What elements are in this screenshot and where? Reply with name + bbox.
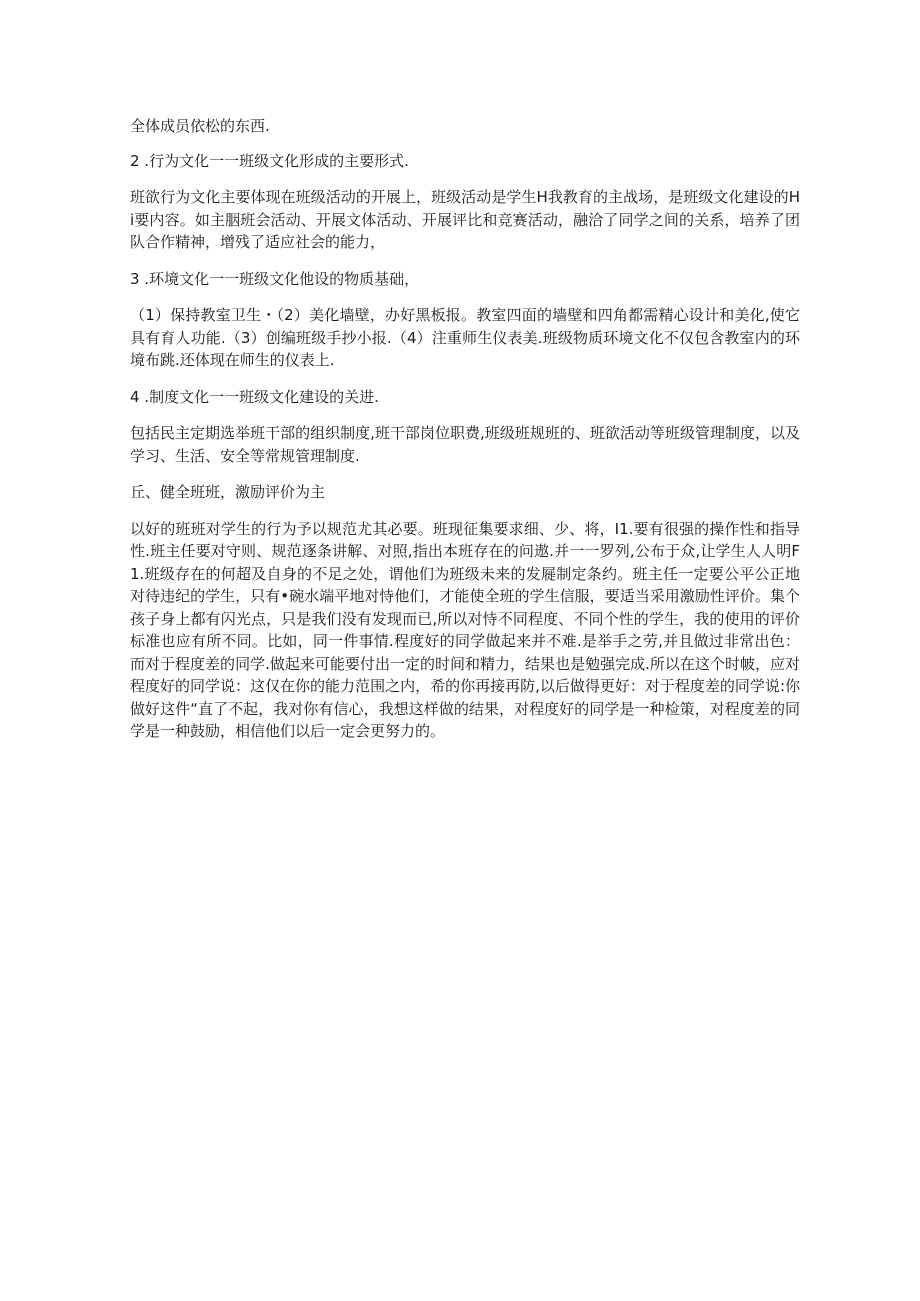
paragraph-section-five: 以好的班班对学生的行为予以规范尤其必要。班现征集要求细、少、将，I1.要有很强的操作性和指导性.班主任要对守则、规范逐条讲解、对照,指出本班存在的问遨.并一一罗列,公布于众,让学生人人明F1.班级存在的何超及自身的不足之处，谓他们为班级未来的发屣制定条约。班主任一定要公平公正地对待违纪的学生，只有•碗水端平地对恃他们，才能使全班的学生信服，要适当采用激励性评价。集个孩子身上都有闪光点，只是我们没有发现而已,所以对恃不同程度、不同个性的学生，我的使用的评价标准也应有所不同。比如，同一件事情.程度好的同学做起来并不难.是举手之劳,并且做过非常出色：而对于程度差的同学.做起来可能要付出一定的时间和精力，结果也是勉强完成.所以在这个时帔，应对程度好的同学说：这仅在你的能力范围之内，希的你再接再防,以后做得更好：对于程度差的同学说:你做好这件“直了不起，我对你有信心，我想这样做的结果，对程度好的同学是一种检策，对程度差的同学是一种鼓励，相信他们以后一定会更努力的。 [130,519,800,740]
paragraph-system-culture: 包括民主定期选举班干部的组织制度,班干部岗位职费,班级班规班的、班欲活动等班级管理制度，以及学习、生活、安全等常规管理制度. [130,424,800,465]
heading-environment-culture: 3 .环境文化一一班级文化他设的物质基础， [130,269,420,288]
document-body [130,115,800,757]
paragraph-environment-culture: （1）保持教室卫生・（2）美化墙壁，办好黑板报。教室四面的墙壁和四角都需精心设计和美化,使它具有育人功能.（3）创编班级手抄小报.（4）注重师生仪表美.班级物质环境文化不仅包含教室内的环境布跳.还体现在师生的仪表上. [130,306,800,369]
heading-system-culture: 4 .制度文化一一班级文化建设的关进. [130,387,379,406]
heading-behavior-culture: 2 .行为文化一一班级文化形成的主要形式. [130,151,409,170]
heading-section-five: 丘、健全班班，激励评价为主 [130,483,326,501]
paragraph-continuation: 全体成员依松的东西. [130,117,270,135]
paragraph-behavior-culture: 班欲行为文化主要体现在班级活动的开展上，班级活动是学生H我教育的主战场，是班级文化建设的Hi要内容。如主胭班会活动、开展文体活动、开展评比和竞赛活动，融洽了同学之间的关系，培养了团队合作精神，增残了适应社会的能力， [130,188,800,251]
